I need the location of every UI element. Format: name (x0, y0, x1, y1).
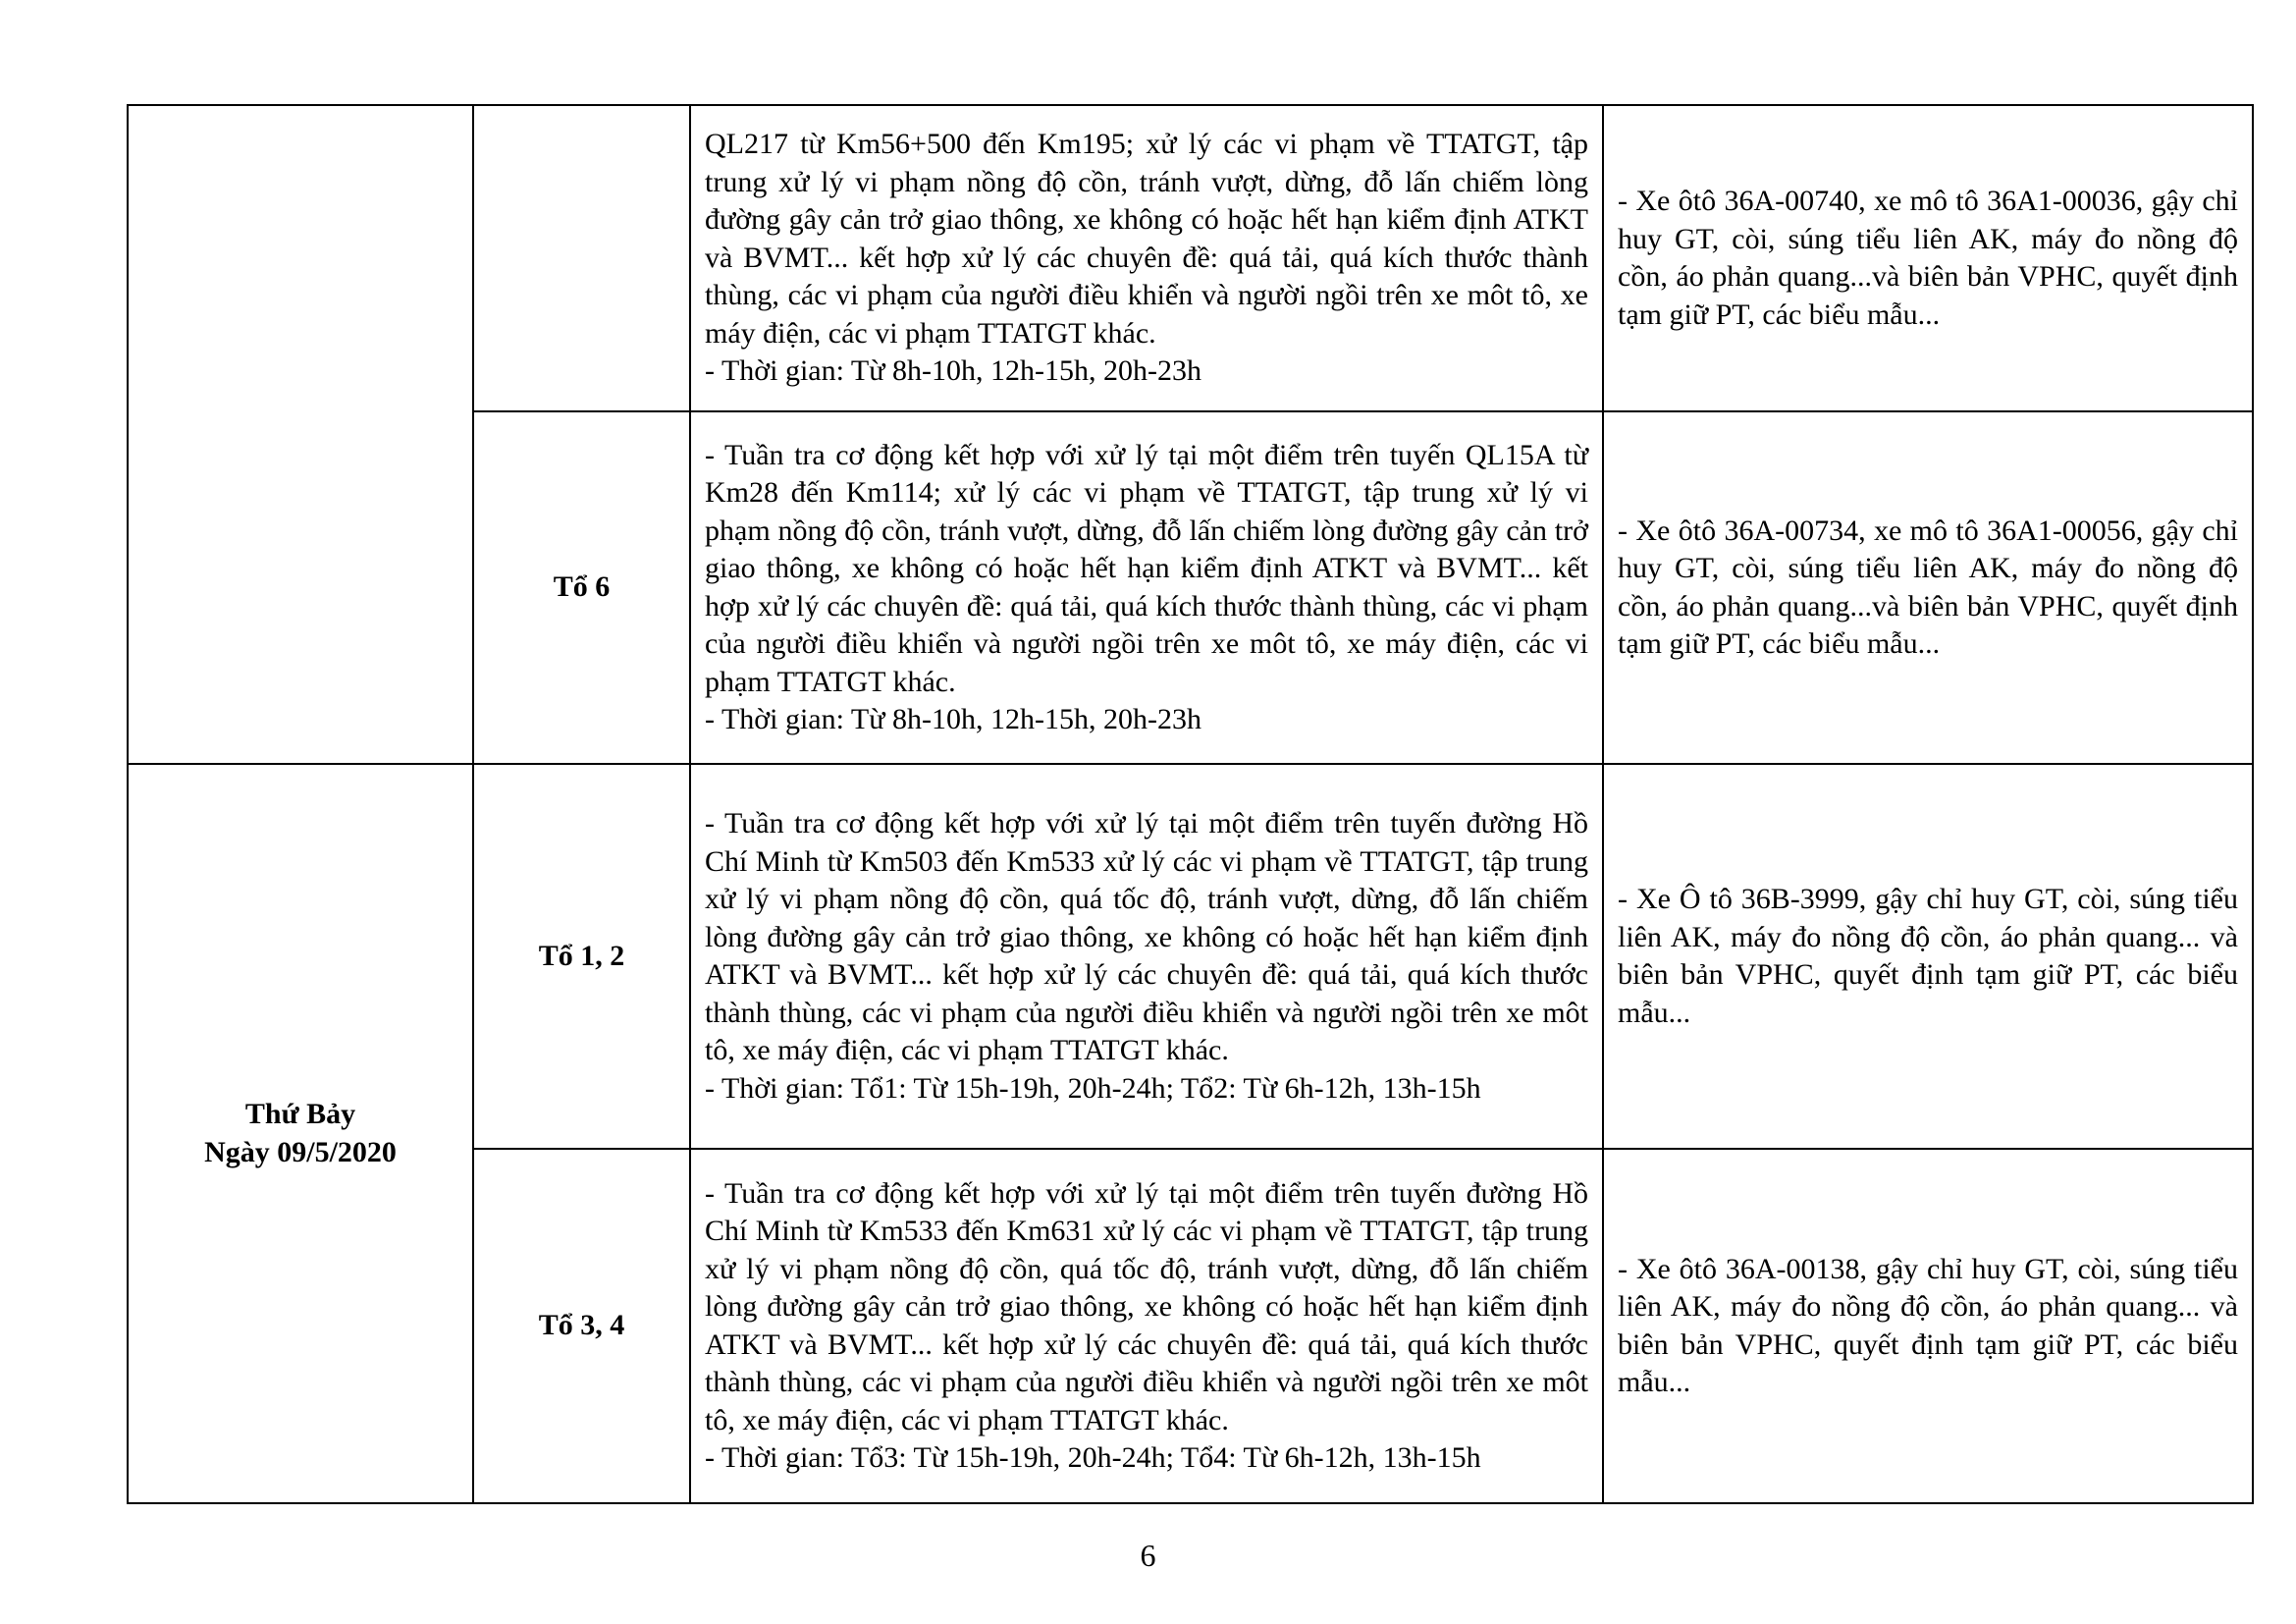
task-description: - Tuần tra cơ động kết hợp với xử lý tại một điểm trên tuyến QL15A từ Km28 đến Km114; xử lý các vi phạm về TTATGT, tập trung xử lý vi phạm nồng độ cồn, tránh vượt, dừng, đỗ lấn chiếm lòng đường gây cản trở giao thông, xe không có hoặc hết hạn kiểm định ATKT và BVMT... kết hợp xử lý các chuyên đề: quá tải, quá kích thước thành thùng, các vi phạm của người điều khiển và người ngồi trên xe môt tô, xe máy điện, các vi phạm TTATGT khác. (705, 438, 1588, 698)
day-name: Thứ Bảy (244, 1098, 356, 1130)
team-cell (473, 105, 690, 411)
task-time: - Thời gian: Từ 8h-10h, 12h-15h, 20h-23h (705, 354, 1201, 388)
team-cell: Tổ 6 (473, 411, 690, 764)
page-number: 6 (1140, 1538, 1156, 1573)
task-cell (690, 764, 1603, 1149)
day-date: Ngày 09/5/2020 (204, 1135, 397, 1168)
task-cell (690, 1149, 1603, 1503)
team-cell: Tổ 1, 2 (473, 764, 690, 1149)
task-cell (690, 105, 1603, 411)
table-row (128, 105, 2253, 411)
day-cell-continued (128, 105, 473, 764)
schedule-table (127, 104, 2254, 1504)
equipment-cell: - Xe ôtô 36A-00734, xe mô tô 36A1-00056, gậy chỉ huy GT, còi, súng tiểu liên AK, máy đo nồng độ cồn, áo phản quang...và biên bản VPHC, quyết định tạm giữ PT, các biểu mẫu... (1603, 411, 2253, 764)
day-cell (128, 764, 473, 1503)
task-description: - Tuần tra cơ động kết hợp với xử lý tại một điểm trên tuyến đường Hồ Chí Minh từ Km503 đến Km533 xử lý các vi phạm về TTATGT, tập trung xử lý vi phạm nồng độ cồn, quá tốc độ, tránh vượt, dừng, đỗ lấn chiếm lòng đường gây cản trở giao thông, xe không có hoặc hết hạn kiểm định ATKT và BVMT... kết hợp xử lý các chuyên đề: quá tải, quá kích thước thành thùng, các vi phạm của người điều khiển và người ngồi trên xe môt tô, xe máy điện, các vi phạm TTATGT khác. (705, 807, 1588, 1066)
task-description: QL217 từ Km56+500 đến Km195; xử lý các vi phạm về TTATGT, tập trung xử lý vi phạm nồng độ cồn, tránh vượt, dừng, đỗ lấn chiếm lòng đường gây cản trở giao thông, xe không có hoặc hết hạn kiểm định ATKT và BVMT... kết hợp xử lý các chuyên đề: quá tải, quá kích thước thành thùng, các vi phạm của người điều khiển và người ngồi trên xe môt tô, xe máy điện, các vi phạm TTATGT khác. (705, 128, 1588, 350)
table-row (128, 764, 2253, 1149)
equipment-cell: - Xe ôtô 36A-00740, xe mô tô 36A1-00036, gậy chỉ huy GT, còi, súng tiểu liên AK, máy đo nồng độ cồn, áo phản quang...và biên bản VPHC, quyết định tạm giữ PT, các biểu mẫu... (1603, 105, 2253, 411)
task-time: - Thời gian: Từ 8h-10h, 12h-15h, 20h-23h (705, 703, 1201, 735)
equipment-cell: - Xe ôtô 36A-00138, gậy chỉ huy GT, còi, súng tiểu liên AK, máy đo nồng độ cồn, áo phản quang... và biên bản VPHC, quyết định tạm giữ PT, các biểu mẫu... (1603, 1149, 2253, 1503)
equipment-cell: - Xe Ô tô 36B-3999, gậy chỉ huy GT, còi, súng tiểu liên AK, máy đo nồng độ cồn, áo phản quang... và biên bản VPHC, quyết định tạm giữ PT, các biểu mẫu... (1603, 764, 2253, 1149)
task-time: - Thời gian: Tổ1: Từ 15h-19h, 20h-24h; Tổ2: Từ 6h-12h, 13h-15h (705, 1071, 1481, 1105)
task-cell (690, 411, 1603, 764)
task-description: - Tuần tra cơ động kết hợp với xử lý tại một điểm trên tuyến đường Hồ Chí Minh từ Km533 đến Km631 xử lý các vi phạm về TTATGT, tập trung xử lý vi phạm nồng độ cồn, quá tốc độ, tránh vượt, dừng, đỗ lấn chiếm lòng đường gây cản trở giao thông, xe không có hoặc hết hạn kiểm định ATKT và BVMT... kết hợp xử lý các chuyên đề: quá tải, quá kích thước thành thùng, các vi phạm của người điều khiển và người ngồi trên xe môt tô, xe máy điện, các vi phạm TTATGT khác. (705, 1176, 1588, 1436)
task-time: - Thời gian: Tổ3: Từ 15h-19h, 20h-24h; Tổ4: Từ 6h-12h, 13h-15h (705, 1441, 1481, 1474)
team-cell: Tổ 3, 4 (473, 1149, 690, 1503)
